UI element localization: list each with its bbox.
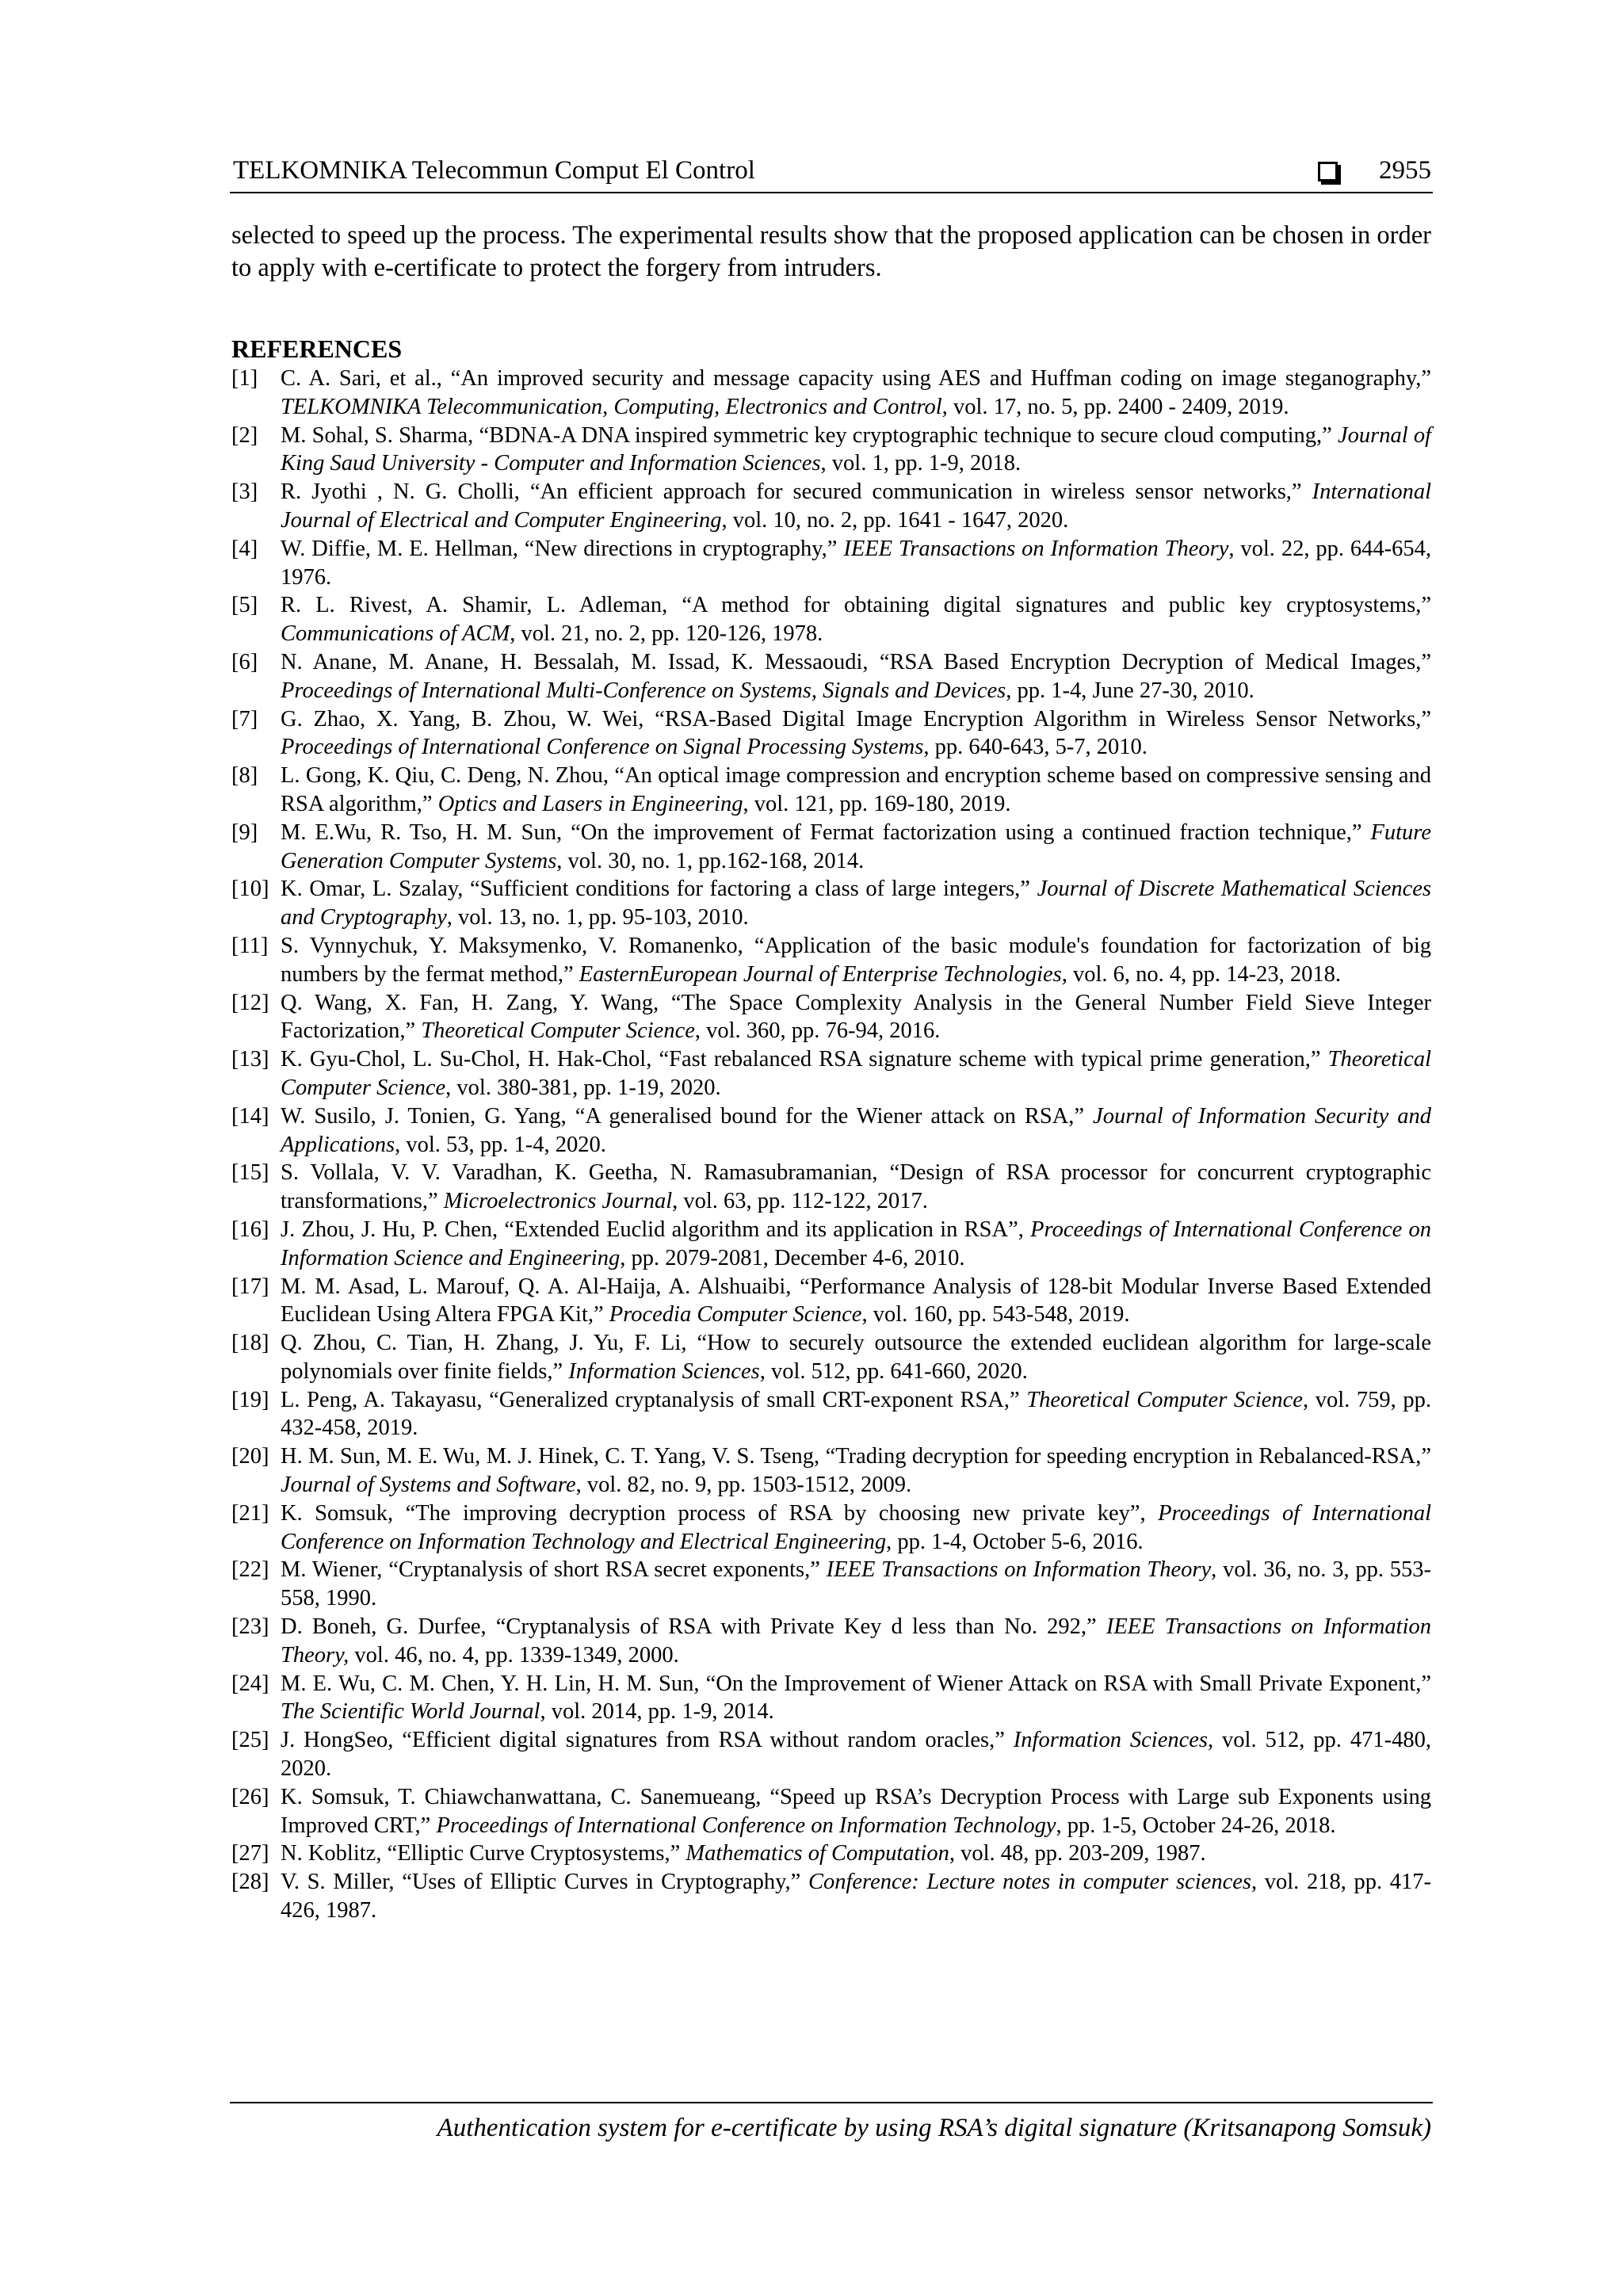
reference-details: , vol. 48, pp. 203-209, 1987. [949,1841,1206,1866]
reference-number: [18] [231,1331,269,1356]
reference-item [231,478,1431,535]
reference-number: [19] [231,1387,269,1412]
reference-number: [20] [231,1444,269,1469]
reference-venue: TELKOMNIKA Telecommunication, Computing, Electronics and Control, [281,394,948,419]
reference-venue: Proceedings of International Conference on Signal Processing Systems [281,735,924,760]
reference-item [231,591,1431,648]
reference-details: , vol. 2014, pp. 1-9, 2014. [540,1699,774,1725]
reference-details: , vol. 512, pp. 641-660, 2020. [759,1358,1028,1384]
reference-authors-title: K. Gyu-Chol, L. Su-Chol, H. Hak-Chol, “Fast rebalanced RSA signature scheme with typical prime generation,” [281,1047,1328,1072]
reference-number: [14] [231,1103,269,1129]
reference-number: [4] [231,536,258,561]
reference-venue: Proceedings of International Conference on Information Technology and Electrical Engineering [281,1500,1431,1554]
reference-venue: Journal of King Saud University - Computer and Information Sciences [281,422,1432,476]
reference-item [231,989,1431,1046]
reference-authors-title: M. M. Asad, L. Marouf, Q. A. Al-Haija, A. Alshuaibi, “Performance Analysis of 128-bit Modular Inverse Based Extended Euclidean Using Altera FPGA Kit,” [281,1274,1431,1328]
reference-item [231,1783,1431,1840]
reference-details: , pp. 1-4, October 5-6, 2016. [886,1529,1144,1554]
reference-details: , vol. 82, no. 9, pp. 1503-1512, 2009. [575,1473,912,1498]
reference-details: , vol. 759, pp. 432-458, 2019. [281,1387,1431,1441]
page-number: 2955 [1379,156,1431,185]
reference-item [231,932,1431,989]
reference-authors-title: W. Susilo, J. Tonien, G. Yang, “A generalised bound for the Wiener attack on RSA,” [281,1103,1094,1129]
reference-authors-title: H. M. Sun, M. E. Wu, M. J. Hinek, C. T. Yang, V. S. Tseng, “Trading decryption for speeding encryption in Rebalanced-RSA,” [281,1444,1431,1469]
reference-venue: Proceedings of International Conference on Information Science and Engineering [281,1217,1431,1270]
reference-details: , vol. 160, pp. 543-548, 2019. [861,1302,1130,1328]
header-divider [230,192,1433,193]
reference-authors-title: K. Somsuk, “The improving decryption process of RSA by choosing new private key”, [281,1500,1159,1526]
reference-details: , vol. 53, pp. 1-4, 2020. [395,1132,606,1157]
reference-authors-title: W. Diffie, M. E. Hellman, “New directions in cryptography,” [281,536,844,561]
reference-venue: Information Sciences [568,1358,760,1384]
reference-item [231,1839,1431,1868]
reference-item [231,1868,1431,1925]
reference-item [231,705,1431,762]
reference-item [231,535,1431,592]
reference-authors-title: G. Zhao, X. Yang, B. Zhou, W. Wei, “RSA-Based Digital Image Encryption Algorithm in Wireless Sensor Networks,” [281,706,1431,732]
reference-item [231,1273,1431,1330]
reference-item [231,1499,1431,1557]
footer-divider [230,2102,1433,2103]
reference-number: [16] [231,1217,269,1242]
square-bullet-icon [1318,162,1338,181]
reference-venue: Proceedings of International Multi-Conference on Systems, Signals and Devices [281,678,1006,703]
reference-venue: Information Sciences [1013,1728,1208,1753]
reference-number: [9] [231,819,258,845]
reference-venue: Procedia Computer Science [609,1302,862,1328]
reference-number: [11] [231,933,269,958]
reference-venue: The Scientific World Journal [281,1699,540,1725]
reference-number: [25] [231,1728,269,1753]
reference-authors-title: V. S. Miller, “Uses of Elliptic Curves in Cryptography,” [281,1870,808,1895]
reference-venue: Future Generation Computer Systems [281,819,1431,873]
reference-authors-title: R. L. Rivest, A. Shamir, L. Adleman, “A method for obtaining digital signatures and public key cryptosystems,” [281,593,1431,618]
reference-details: , pp. 1-5, October 24-26, 2018. [1056,1813,1336,1838]
reference-details: , vol. 360, pp. 76-94, 2016. [694,1018,941,1044]
reference-venue: Theoretical Computer Science [281,1047,1431,1100]
reference-venue: IEEE Transactions on Information Theory [843,536,1229,561]
reference-item [231,1329,1431,1386]
reference-details: , vol. 380-381, pp. 1-19, 2020. [445,1075,721,1100]
reference-venue: EasternEuropean Journal of Enterprise Technologies [579,961,1062,987]
reference-authors-title: J. Zhou, J. Hu, P. Chen, “Extended Euclid algorithm and its application in RSA”, [281,1217,1031,1242]
reference-item [231,1442,1431,1499]
reference-number: [21] [231,1500,269,1526]
reference-authors-title: N. Koblitz, “Elliptic Curve Cryptosystems,” [281,1841,686,1866]
reference-authors-title: J. HongSeo, “Efficient digital signatures from RSA without random oracles,” [281,1728,1014,1753]
reference-list [231,365,1431,1925]
reference-venue: Theoretical Computer Science [421,1018,695,1044]
reference-number: [7] [231,706,258,732]
reference-number: [1] [231,366,258,391]
reference-venue: IEEE Transactions on Information Theory [826,1557,1212,1583]
reference-authors-title: L. Gong, K. Qiu, C. Deng, N. Zhou, “An optical image compression and encryption scheme based on compressive sensing and RSA algorithm,” [281,763,1431,816]
reference-authors-title: M. Sohal, S. Sharma, “BDNA-A DNA inspired symmetric key cryptographic technique to secure cloud computing,” [281,422,1338,448]
reference-item [231,1386,1431,1443]
reference-item [231,819,1431,876]
reference-details: , vol. 36, no. 3, pp. 553-558, 1990. [281,1557,1431,1611]
reference-number: [23] [231,1614,269,1640]
journal-name: TELKOMNIKA Telecommun Comput El Control [233,156,755,185]
reference-number: [8] [231,763,258,789]
reference-details: , pp. 2079-2081, December 4-6, 2010. [620,1245,965,1270]
reference-item [231,1045,1431,1102]
reference-venue: Microelectronics Journal [443,1189,673,1214]
reference-number: [10] [231,877,269,902]
reference-number: [28] [231,1870,269,1895]
reference-venue: Mathematics of Computation [685,1841,949,1866]
reference-authors-title: M. E.Wu, R. Tso, H. M. Sun, “On the improvement of Fermat factorization using a continued fraction technique,” [281,819,1371,845]
reference-venue: IEEE Transactions on Information Theory, [281,1614,1431,1668]
reference-details: , vol. 63, pp. 112-122, 2017. [672,1189,928,1214]
reference-number: [27] [231,1841,269,1866]
reference-authors-title: S. Vynnychuk, Y. Maksymenko, V. Romanenko, “Application of the basic module's foundation for factorization of big numbers by the fermat method,” [281,933,1431,987]
reference-authors-title: M. Wiener, “Cryptanalysis of short RSA secret exponents,” [281,1557,827,1583]
reference-number: [2] [231,422,258,448]
reference-item [231,1726,1431,1783]
reference-number: [5] [231,593,258,618]
reference-venue: Journal of Information Security and Applications [281,1103,1431,1157]
reference-venue: Journal of Discrete Mathematical Sciences and Cryptography [281,877,1431,930]
reference-item [231,875,1431,932]
running-header [231,153,1431,189]
reference-venue: Theoretical Computer Science [1026,1387,1303,1412]
reference-authors-title: Q. Wang, X. Fan, H. Zang, Y. Wang, “The Space Complexity Analysis in the General Number Field Sieve Integer Factorization,” [281,990,1431,1044]
reference-details: , vol. 121, pp. 169-180, 2019. [743,791,1011,816]
reference-item [231,648,1431,705]
reference-venue: Optics and Lasers in Engineering [437,791,743,816]
reference-item [231,1670,1431,1727]
reference-authors-title: K. Somsuk, T. Chiawchanwattana, C. Sanemueang, “Speed up RSA’s Decryption Process with Large sub Exponents using Improved CRT,” [281,1784,1431,1838]
reference-authors-title: Q. Zhou, C. Tian, H. Zhang, J. Yu, F. Li, “How to securely outsource the extended euclidean algorithm for large-scale polynomials over finite fields,” [281,1331,1431,1384]
reference-authors-title: K. Omar, L. Szalay, “Sufficient conditions for factoring a class of large integers,” [281,877,1037,902]
reference-number: [24] [231,1671,269,1696]
reference-number: [12] [231,990,269,1015]
reference-venue: Proceedings of International Conference on Information Technology [436,1813,1056,1838]
reference-details: , vol. 6, no. 4, pp. 14-23, 2018. [1061,961,1342,987]
reference-authors-title: S. Vollala, V. V. Varadhan, K. Geetha, N. Ramasubramanian, “Design of RSA processor for concurrent cryptographic transformations,” [281,1160,1431,1214]
reference-item [231,422,1431,479]
reference-venue: Communications of ACM [281,621,510,647]
reference-details: , vol. 30, no. 1, pp.162-168, 2014. [556,848,865,873]
reference-details: , pp. 640-643, 5-7, 2010. [923,735,1148,760]
reference-authors-title: D. Boneh, G. Durfee, “Cryptanalysis of RSA with Private Key d less than No. 292,” [281,1614,1106,1640]
paragraph-text: selected to speed up the process. The experimental results show that the proposed application can be chosen in order to apply with e-certificate to protect the forgery from intruders. [231,221,1431,282]
reference-details: , vol. 22, pp. 644-654, 1976. [281,536,1431,590]
reference-details: , vol. 21, no. 2, pp. 120-126, 1978. [510,621,823,647]
reference-details: vol. 17, no. 5, pp. 2400 - 2409, 2019. [947,394,1289,419]
reference-number: [6] [231,649,258,674]
reference-authors-title: L. Peng, A. Takayasu, “Generalized cryptanalysis of small CRT-exponent RSA,” [281,1387,1027,1412]
reference-authors-title: M. E. Wu, C. M. Chen, Y. H. Lin, H. M. Sun, “On the Improvement of Wiener Attack on RSA with Small Private Exponent,” [281,1671,1431,1696]
reference-authors-title: C. A. Sari, et al., “An improved security and message capacity using AES and Huffman coding on image steganography,” [281,366,1431,391]
reference-details: vol. 46, no. 4, pp. 1339-1349, 2000. [349,1642,679,1668]
reference-number: [26] [231,1784,269,1809]
running-footer: Authentication system for e-certificate by using RSA’s digital signature (Kritsanapong Somsuk) [437,2114,1431,2142]
reference-item [231,1556,1431,1613]
reference-number: [22] [231,1557,269,1583]
reference-venue: Conference: Lecture notes in computer sciences [808,1870,1251,1895]
reference-item [231,1159,1431,1216]
reference-item [231,1216,1431,1273]
reference-details: , vol. 1, pp. 1-9, 2018. [820,451,1022,476]
reference-number: [13] [231,1047,269,1072]
reference-authors-title: N. Anane, M. Anane, H. Bessalah, M. Issad, K. Messaoudi, “RSA Based Encryption Decryption of Medical Images,” [281,649,1431,674]
reference-details: , vol. 218, pp. 417-426, 1987. [281,1870,1431,1924]
references-heading: REFERENCES [231,334,403,363]
reference-details: , vol. 10, no. 2, pp. 1641 - 1647, 2020. [721,507,1069,533]
reference-item [231,762,1431,819]
reference-item [231,365,1431,422]
reference-details: , vol. 13, no. 1, pp. 95-103, 2010. [446,905,749,930]
reference-item [231,1102,1431,1159]
reference-number: [15] [231,1160,269,1186]
reference-venue: Journal of Systems and Software [281,1473,576,1498]
body-paragraph [231,220,1431,285]
reference-number: [17] [231,1274,269,1299]
reference-authors-title: R. Jyothi , N. G. Cholli, “An efficient approach for secured communication in wireless sensor networks,” [281,479,1312,505]
reference-details: , vol. 512, pp. 471-480, 2020. [281,1728,1431,1782]
reference-details: , pp. 1-4, June 27-30, 2010. [1006,678,1254,703]
page-number-group [1318,155,1431,186]
reference-number: [3] [231,479,258,505]
reference-item [231,1613,1431,1670]
reference-venue: International Journal of Electrical and Computer Engineering [281,479,1431,533]
